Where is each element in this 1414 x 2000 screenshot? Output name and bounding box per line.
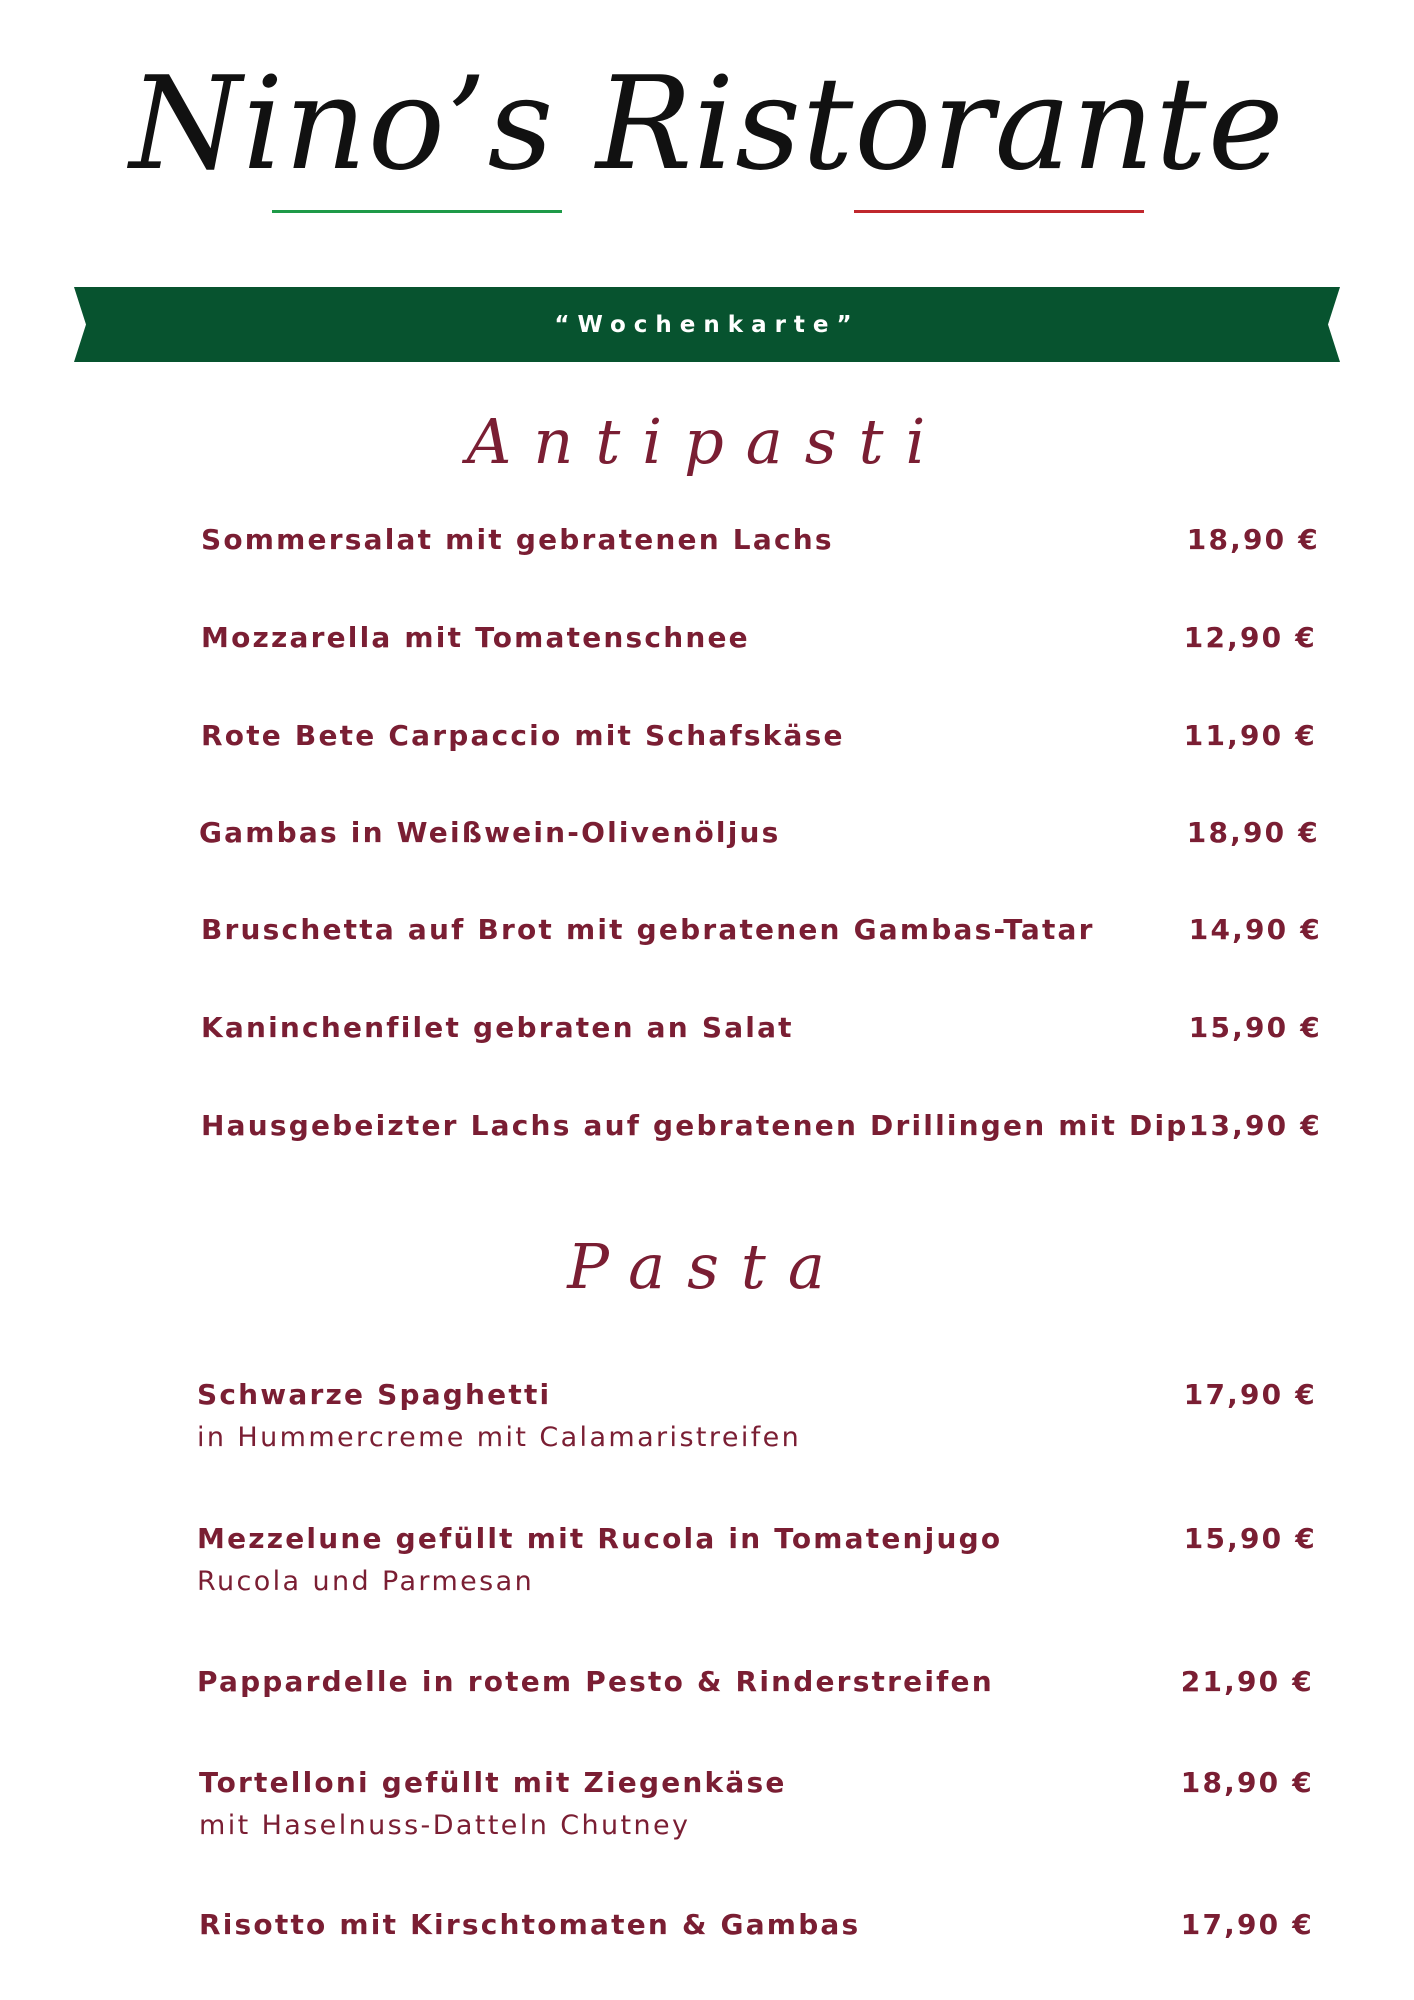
pasta-item-name: Schwarze Spaghetti <box>197 1378 552 1411</box>
pasta-item-name: Pappardelle in rotem Pesto & Rinderstreifen <box>197 1665 994 1698</box>
antipasti-item-name: Sommersalat mit gebratenen Lachs <box>201 523 834 556</box>
pasta-item-name: Tortelloni gefüllt mit Ziegenkäse <box>199 1766 787 1799</box>
pasta-item-price: 17,90 € <box>1180 1908 1314 1941</box>
menu-banner <box>74 287 1340 362</box>
antipasti-item-name: Gambas in Weißwein-Olivenöljus <box>199 816 781 849</box>
antipasti-item-name: Hausgebeizter Lachs auf gebratenen Drillingen mit Dip <box>201 1109 1189 1142</box>
antipasti-item-price: 14,90 € <box>1188 913 1322 946</box>
restaurant-title: Nino’s Ristorante <box>129 50 1285 199</box>
pasta-item-description: Rucola und Parmesan <box>197 1566 535 1597</box>
antipasti-item-price: 18,90 € <box>1186 523 1320 556</box>
red-accent-line <box>854 210 1144 213</box>
antipasti-item-price: 13,90 € <box>1188 1109 1322 1142</box>
banner-label: “Wochenkarte” <box>554 311 860 338</box>
antipasti-item-price: 15,90 € <box>1188 1011 1322 1044</box>
antipasti-item-name: Bruschetta auf Brot mit gebratenen Gambas-Tatar <box>201 913 1095 946</box>
antipasti-item-name: Mozzarella mit Tomatenschnee <box>201 621 750 654</box>
antipasti-item-name: Rote Bete Carpaccio mit Schafskäse <box>201 719 845 752</box>
antipasti-heading: Antipasti <box>466 405 948 478</box>
pasta-item-price: 15,90 € <box>1183 1522 1317 1555</box>
green-accent-line <box>272 210 562 213</box>
antipasti-item-price: 11,90 € <box>1183 719 1317 752</box>
pasta-item-price: 17,90 € <box>1183 1378 1317 1411</box>
antipasti-item-price: 12,90 € <box>1183 621 1317 654</box>
pasta-item-name: Mezzelune gefüllt mit Rucola in Tomatenjugo <box>197 1522 1003 1555</box>
pasta-heading: Pasta <box>567 1230 847 1303</box>
antipasti-item-name: Kaninchenfilet gebraten an Salat <box>201 1011 794 1044</box>
pasta-item-price: 21,90 € <box>1180 1665 1314 1698</box>
antipasti-item-price: 18,90 € <box>1186 816 1320 849</box>
pasta-item-description: in Hummercreme mit Calamaristreifen <box>197 1422 802 1453</box>
pasta-item-price: 18,90 € <box>1180 1766 1314 1799</box>
pasta-item-name: Risotto mit Kirschtomaten & Gambas <box>199 1908 861 1941</box>
pasta-item-description: mit Haselnuss-Datteln Chutney <box>199 1810 691 1841</box>
